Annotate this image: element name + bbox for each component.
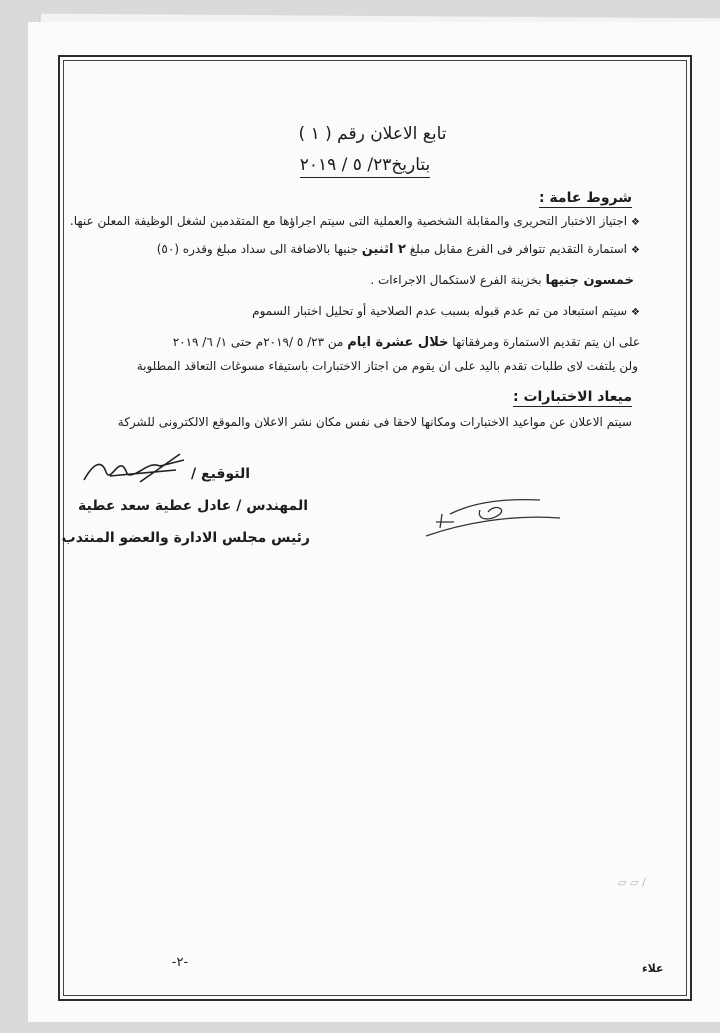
signature-mark [80, 452, 190, 488]
diamond-bullet-icon: ❖ [631, 307, 640, 318]
ten-days-emphasis: خلال عشرة ايام [347, 335, 449, 350]
condition-line-submission-period: على ان يتم تقديم الاستمارة ومرفقاتها خلال عشرة ايام من ٢٣/ ٥ /٢٠١٩م حتى ١/ ٦/ ٢٠١٩ [172, 335, 640, 350]
signature-label: التوقيع / [191, 466, 250, 482]
diamond-bullet-icon: ❖ [631, 217, 640, 228]
initials-mark [420, 484, 570, 544]
announcement-title: تابع الاعلان رقم ( ١ ) [298, 124, 447, 144]
page-number: -٢- [171, 955, 189, 970]
amount-in-words: خمسون جنيها [545, 273, 634, 288]
faint-watermark: ▱ ▱ ∕ [618, 876, 646, 889]
signatory-title: رئيس مجلس الادارة والعضو المنتدب [61, 530, 310, 546]
condition-item-exam: ❖اجتياز الاختبار التحريرى والمقابلة الشخصية والعملية التى سيتم اجراؤها مع المتقدمين لشغل الوظيفة المعلن عنها. [69, 214, 640, 228]
announcement-date: بتاريخ٢٣/ ٥ / ٢٠١٩ [0, 155, 720, 175]
condition-item-exclusion: ❖سيتم استبعاد من تم عدم قبوله بسبب عدم الصلاحية أو تحليل اختبار السموم [252, 304, 640, 318]
diamond-bullet-icon: ❖ [631, 245, 640, 256]
general-conditions-heading: شروط عامة : [538, 190, 632, 206]
signatory-name: المهندس / عادل عطية سعد عطية [77, 498, 308, 514]
condition-line-treasury: خمسون جنيها بخزينة الفرع لاستكمال الاجراءات . [370, 273, 634, 288]
condition-line-hand-delivery: ولن يلتفت لاى طلبات تقدم باليد على ان يقوم من اجتاز الاختبارات باستيفاء مسوغات التعاقد المطلوبة [136, 359, 638, 373]
condition-item-application-fee: ❖استمارة التقديم تتوافر فى الفرع مقابل مبلغ ٢ اثنين جنيها بالاضافة الى سداد مبلغ وقدره (٥٠) [156, 242, 640, 257]
clerk-initials: علاء [642, 962, 664, 975]
fee-amount-emphasis: ٢ اثنين [361, 242, 406, 257]
exam-dates-heading: ميعاد الاختبارات : [513, 389, 632, 405]
exam-dates-text: سيتم الاعلان عن مواعيد الاختبارات ومكانها لاحقا فى نفس مكان نشر الاعلان والموقع الالكترونى للشركة [117, 415, 632, 429]
